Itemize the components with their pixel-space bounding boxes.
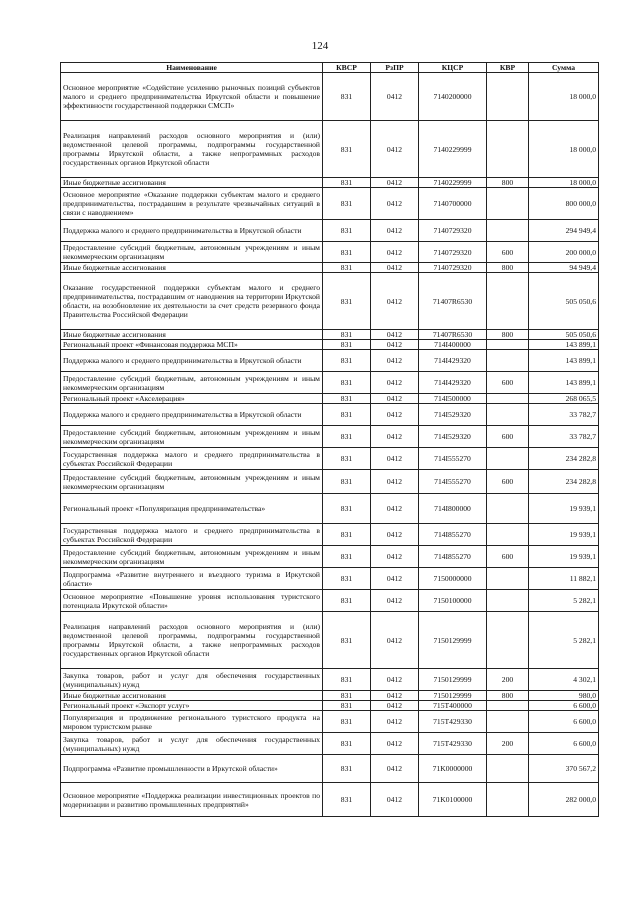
header-kcsr: КЦСР	[419, 63, 487, 73]
cell-kcsr: 714I855270	[419, 546, 487, 568]
cell-kvr	[487, 783, 529, 817]
cell-kvsr: 831	[323, 220, 371, 242]
cell-rzpr: 0412	[371, 590, 419, 612]
cell-kvr	[487, 755, 529, 783]
cell-sum: 370 567,2	[529, 755, 599, 783]
cell-kcsr: 715T429330	[419, 711, 487, 733]
cell-kcsr: 7150129999	[419, 612, 487, 669]
cell-kvsr: 831	[323, 755, 371, 783]
cell-name: Иные бюджетные ассигнования	[61, 330, 323, 340]
cell-kvsr: 831	[323, 612, 371, 669]
cell-kcsr: 71407R6530	[419, 273, 487, 330]
cell-sum: 33 782,7	[529, 404, 599, 426]
cell-kvr	[487, 73, 529, 121]
cell-kvsr: 831	[323, 733, 371, 755]
cell-rzpr: 0412	[371, 733, 419, 755]
table-row	[61, 372, 599, 394]
cell-rzpr: 0412	[371, 273, 419, 330]
cell-kcsr: 7140229999	[419, 178, 487, 188]
cell-rzpr: 0412	[371, 372, 419, 394]
cell-kvsr: 831	[323, 273, 371, 330]
cell-kcsr: 714I500000	[419, 394, 487, 404]
cell-kcsr: 7150129999	[419, 669, 487, 691]
cell-kvsr: 831	[323, 783, 371, 817]
cell-kvr: 600	[487, 546, 529, 568]
cell-rzpr: 0412	[371, 178, 419, 188]
cell-kvsr: 831	[323, 568, 371, 590]
cell-kvr	[487, 701, 529, 711]
cell-rzpr: 0412	[371, 188, 419, 220]
cell-kvsr: 831	[323, 470, 371, 494]
cell-sum: 19 939,1	[529, 494, 599, 524]
cell-kvr	[487, 404, 529, 426]
cell-kvsr: 831	[323, 691, 371, 701]
header-sum: Сумма	[529, 63, 599, 73]
header-rzpr: РзПР	[371, 63, 419, 73]
cell-sum: 11 882,1	[529, 568, 599, 590]
cell-sum: 294 949,4	[529, 220, 599, 242]
cell-kcsr: 7140229999	[419, 121, 487, 178]
table-row	[61, 394, 599, 404]
cell-rzpr: 0412	[371, 546, 419, 568]
cell-rzpr: 0412	[371, 121, 419, 178]
cell-kcsr: 714I800000	[419, 494, 487, 524]
cell-name: Основное мероприятие «Оказание поддержки субъектам малого и среднего предпринимательства, пострадавшим в результате чрезвычайных ситуаций в связи с наводнением»	[61, 188, 323, 220]
cell-rzpr: 0412	[371, 470, 419, 494]
cell-kvsr: 831	[323, 426, 371, 448]
cell-sum: 19 939,1	[529, 524, 599, 546]
cell-sum: 980,0	[529, 691, 599, 701]
cell-sum: 268 065,5	[529, 394, 599, 404]
cell-kcsr: 714I855270	[419, 524, 487, 546]
table-row	[61, 273, 599, 330]
cell-rzpr: 0412	[371, 340, 419, 350]
cell-kcsr: 71407R6530	[419, 330, 487, 340]
cell-name: Предоставление субсидий бюджетным, автономным учреждениям и иным некоммерческим организациям	[61, 426, 323, 448]
cell-kvsr: 831	[323, 404, 371, 426]
table-row	[61, 350, 599, 372]
cell-kcsr: 7140200000	[419, 73, 487, 121]
cell-name: Региональный проект «Финансовая поддержка МСП»	[61, 340, 323, 350]
cell-name: Иные бюджетные ассигнования	[61, 263, 323, 273]
table-row	[61, 568, 599, 590]
cell-name: Иные бюджетные ассигнования	[61, 178, 323, 188]
cell-kvsr: 831	[323, 711, 371, 733]
cell-kcsr: 715T429330	[419, 733, 487, 755]
cell-kvr	[487, 568, 529, 590]
cell-kvr: 800	[487, 691, 529, 701]
cell-sum: 18 000,0	[529, 178, 599, 188]
cell-kvsr: 831	[323, 372, 371, 394]
table-row	[61, 330, 599, 340]
cell-rzpr: 0412	[371, 73, 419, 121]
table-header-row	[61, 63, 599, 73]
table-row	[61, 178, 599, 188]
cell-kcsr: 714I400000	[419, 340, 487, 350]
cell-name: Предоставление субсидий бюджетным, автономным учреждениям и иным некоммерческим организациям	[61, 546, 323, 568]
cell-sum: 4 302,1	[529, 669, 599, 691]
cell-kcsr: 714I529320	[419, 404, 487, 426]
cell-name: Региональный проект «Акселерация»	[61, 394, 323, 404]
table-row	[61, 220, 599, 242]
cell-rzpr: 0412	[371, 612, 419, 669]
cell-rzpr: 0412	[371, 783, 419, 817]
cell-kvsr: 831	[323, 524, 371, 546]
cell-kvsr: 831	[323, 350, 371, 372]
cell-kvr	[487, 350, 529, 372]
cell-kvsr: 831	[323, 701, 371, 711]
cell-name: Подпрограмма «Развитие промышленности в Иркутской области»	[61, 755, 323, 783]
cell-name: Иные бюджетные ассигнования	[61, 691, 323, 701]
cell-kvr	[487, 340, 529, 350]
cell-sum: 505 050,6	[529, 330, 599, 340]
cell-kcsr: 714I529320	[419, 426, 487, 448]
cell-sum: 19 939,1	[529, 546, 599, 568]
table-row	[61, 755, 599, 783]
cell-kvr	[487, 448, 529, 470]
cell-rzpr: 0412	[371, 426, 419, 448]
table-row	[61, 524, 599, 546]
cell-kvr	[487, 220, 529, 242]
table-row	[61, 470, 599, 494]
cell-rzpr: 0412	[371, 701, 419, 711]
cell-kvr	[487, 711, 529, 733]
cell-sum: 6 600,0	[529, 733, 599, 755]
cell-sum: 200 000,0	[529, 242, 599, 263]
cell-name: Основное мероприятие «Повышение уровня использования туристского потенциала Иркутской области»	[61, 590, 323, 612]
cell-kcsr: 714I555270	[419, 448, 487, 470]
table-row	[61, 546, 599, 568]
cell-kcsr: 7140729320	[419, 263, 487, 273]
table-row	[61, 448, 599, 470]
cell-kvr	[487, 494, 529, 524]
cell-kvr: 800	[487, 263, 529, 273]
table-row	[61, 590, 599, 612]
cell-kvr: 800	[487, 330, 529, 340]
cell-sum: 800 000,0	[529, 188, 599, 220]
cell-kcsr: 7150129999	[419, 691, 487, 701]
cell-sum: 5 282,1	[529, 612, 599, 669]
cell-name: Закупка товаров, работ и услуг для обеспечения государственных (муниципальных) нужд	[61, 733, 323, 755]
budget-table	[60, 62, 599, 817]
cell-kvr: 600	[487, 470, 529, 494]
cell-rzpr: 0412	[371, 669, 419, 691]
cell-name: Поддержка малого и среднего предпринимательства в Иркутской области	[61, 350, 323, 372]
cell-kvr: 600	[487, 426, 529, 448]
table-row	[61, 263, 599, 273]
cell-kvsr: 831	[323, 448, 371, 470]
cell-kcsr: 7150100000	[419, 590, 487, 612]
cell-kvr: 200	[487, 669, 529, 691]
cell-kvr	[487, 612, 529, 669]
cell-name: Подпрограмма «Развитие внутреннего и въездного туризма в Иркутской области»	[61, 568, 323, 590]
cell-kvr: 200	[487, 733, 529, 755]
cell-sum: 234 282,8	[529, 470, 599, 494]
cell-rzpr: 0412	[371, 242, 419, 263]
cell-kvr: 600	[487, 242, 529, 263]
cell-rzpr: 0412	[371, 394, 419, 404]
cell-kvsr: 831	[323, 188, 371, 220]
cell-sum: 33 782,7	[529, 426, 599, 448]
header-kvr: КВР	[487, 63, 529, 73]
cell-kvr: 800	[487, 178, 529, 188]
cell-kvsr: 831	[323, 546, 371, 568]
cell-kvr	[487, 590, 529, 612]
cell-kvsr: 831	[323, 330, 371, 340]
cell-name: Государственная поддержка малого и среднего предпринимательства в субъектах Российской Федерации	[61, 448, 323, 470]
header-name: Наименование	[61, 63, 323, 73]
cell-name: Поддержка малого и среднего предпринимательства в Иркутской области	[61, 404, 323, 426]
cell-rzpr: 0412	[371, 404, 419, 426]
cell-kvsr: 831	[323, 73, 371, 121]
cell-rzpr: 0412	[371, 524, 419, 546]
cell-kvr	[487, 394, 529, 404]
table-row	[61, 612, 599, 669]
cell-kcsr: 714I429320	[419, 350, 487, 372]
table-row	[61, 711, 599, 733]
cell-kvsr: 831	[323, 494, 371, 524]
table-row	[61, 188, 599, 220]
cell-name: Поддержка малого и среднего предпринимательства в Иркутской области	[61, 220, 323, 242]
cell-kvr: 600	[487, 372, 529, 394]
cell-rzpr: 0412	[371, 494, 419, 524]
cell-kvsr: 831	[323, 242, 371, 263]
cell-sum: 6 600,0	[529, 701, 599, 711]
cell-kcsr: 714I555270	[419, 470, 487, 494]
cell-sum: 143 899,1	[529, 350, 599, 372]
table-row	[61, 669, 599, 691]
cell-name: Государственная поддержка малого и среднего предпринимательства в субъектах Российской Федерации	[61, 524, 323, 546]
cell-kcsr: 714I429320	[419, 372, 487, 394]
cell-kvr	[487, 188, 529, 220]
cell-kvr	[487, 121, 529, 178]
cell-kvr	[487, 273, 529, 330]
cell-rzpr: 0412	[371, 711, 419, 733]
cell-kcsr: 7150000000	[419, 568, 487, 590]
cell-rzpr: 0412	[371, 263, 419, 273]
cell-sum: 143 899,1	[529, 372, 599, 394]
cell-kvsr: 831	[323, 263, 371, 273]
cell-kvsr: 831	[323, 590, 371, 612]
cell-sum: 18 000,0	[529, 73, 599, 121]
cell-name: Основное мероприятие «Поддержка реализации инвестиционных проектов по модернизации и развитию промышленных предприятий»	[61, 783, 323, 817]
table-row	[61, 242, 599, 263]
cell-kvsr: 831	[323, 121, 371, 178]
cell-rzpr: 0412	[371, 568, 419, 590]
cell-kvsr: 831	[323, 669, 371, 691]
cell-rzpr: 0412	[371, 220, 419, 242]
cell-name: Оказание государственной поддержки субъектам малого и среднего предпринимательства, пострадавшим от наводнения на территории Иркутской области, на возобновление их деятельности за счет средств резервного фонда Правительства Российской Федерации	[61, 273, 323, 330]
cell-kvsr: 831	[323, 340, 371, 350]
cell-sum: 5 282,1	[529, 590, 599, 612]
cell-rzpr: 0412	[371, 448, 419, 470]
cell-kcsr: 715T400000	[419, 701, 487, 711]
cell-name: Реализация направлений расходов основного мероприятия и (или) ведомственной целевой программы, подпрограммы государственной программы Иркутской области, а также непрограммных расходов государственных органов Иркутской области	[61, 612, 323, 669]
header-kvsr: КВСР	[323, 63, 371, 73]
cell-kcsr: 71K0000000	[419, 755, 487, 783]
cell-sum: 143 899,1	[529, 340, 599, 350]
cell-sum: 234 282,8	[529, 448, 599, 470]
cell-sum: 505 050,6	[529, 273, 599, 330]
cell-name: Закупка товаров, работ и услуг для обеспечения государственных (муниципальных) нужд	[61, 669, 323, 691]
cell-name: Предоставление субсидий бюджетным, автономным учреждениям и иным некоммерческим организациям	[61, 470, 323, 494]
table-row	[61, 404, 599, 426]
cell-name: Основное мероприятие «Содействие усилению рыночных позиций субъектов малого и среднего предпринимательства Иркутской области и повышение эффективности государственной поддержки СМСП»	[61, 73, 323, 121]
page-number: 124	[311, 40, 329, 52]
cell-kvr	[487, 524, 529, 546]
cell-name: Предоставление субсидий бюджетным, автономным учреждениям и иным некоммерческим организациям	[61, 372, 323, 394]
cell-rzpr: 0412	[371, 691, 419, 701]
table-row	[61, 73, 599, 121]
cell-rzpr: 0412	[371, 330, 419, 340]
cell-kcsr: 7140700000	[419, 188, 487, 220]
table-row	[61, 701, 599, 711]
table-row	[61, 340, 599, 350]
table-row	[61, 733, 599, 755]
cell-name: Региональный проект «Популяризация предпринимательства»	[61, 494, 323, 524]
table-row	[61, 121, 599, 178]
cell-kcsr: 7140729320	[419, 242, 487, 263]
cell-sum: 6 600,0	[529, 711, 599, 733]
cell-name: Реализация направлений расходов основного мероприятия и (или) ведомственной целевой программы, подпрограммы государственной программы Иркутской области, а также непрограммных расходов государственных органов Иркутской области	[61, 121, 323, 178]
cell-rzpr: 0412	[371, 350, 419, 372]
cell-sum: 18 000,0	[529, 121, 599, 178]
cell-name: Предоставление субсидий бюджетным, автономным учреждениям и иным некоммерческим организациям	[61, 242, 323, 263]
table-row	[61, 691, 599, 701]
table-row	[61, 494, 599, 524]
cell-kvsr: 831	[323, 178, 371, 188]
table-row	[61, 783, 599, 817]
cell-sum: 94 949,4	[529, 263, 599, 273]
cell-name: Популяризация и продвижение регионального туристского продукта на мировом туристском рынке	[61, 711, 323, 733]
cell-sum: 282 000,0	[529, 783, 599, 817]
cell-kcsr: 71K0100000	[419, 783, 487, 817]
table-row	[61, 426, 599, 448]
cell-kcsr: 7140729320	[419, 220, 487, 242]
cell-rzpr: 0412	[371, 755, 419, 783]
cell-kvsr: 831	[323, 394, 371, 404]
cell-name: Региональный проект «Экспорт услуг»	[61, 701, 323, 711]
